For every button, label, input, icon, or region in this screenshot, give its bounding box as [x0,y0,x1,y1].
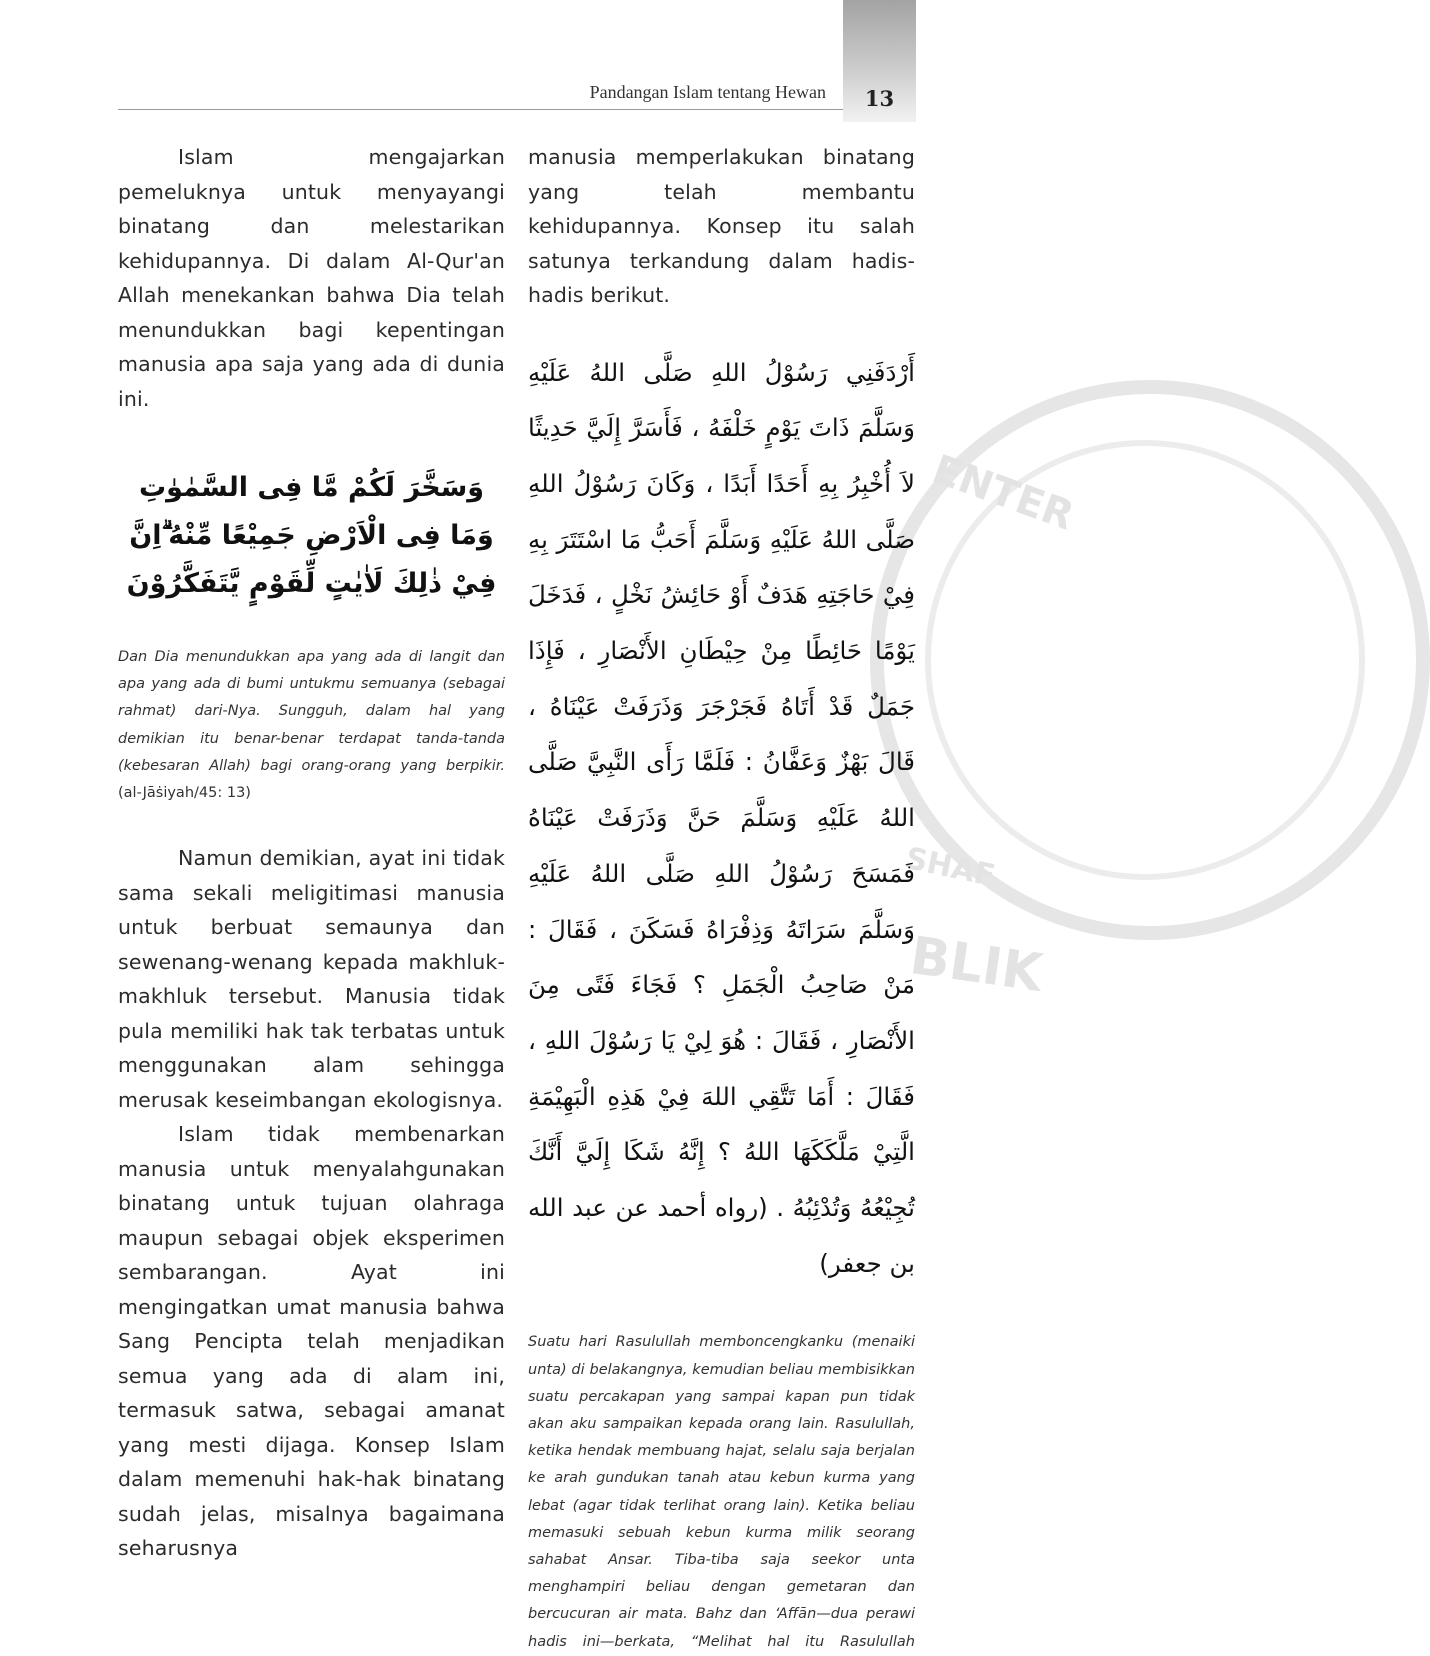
paragraph-2: Namun demikian, ayat ini tidak sama sekali meligitimasi manusia untuk berbuat semaunya dan sewenang-wenang kepada makhluk-makhluk tersebut. Manusia tidak pula memiliki hak tak terbatas untuk menggunakan alam sehingga merusak keseimbangan ekologisnya. [118,846,505,1112]
watermark-text-mid: SHAF [902,840,999,895]
watermark-text-top: ENTER [926,446,1080,540]
left-column [118,140,505,1566]
right-column [528,140,915,1656]
watermark-text-bottom: BLIK [906,926,1046,1004]
verse-citation: (al-Jāṡiyah/45: 13) [118,785,251,802]
spacer [118,807,505,841]
hadith-translation: Suatu hari Rasulullah memboncengkanku (menaiki unta) di belakangnya, kemudian beliau membisikkan suatu percakapan yang sampai kapan pun tidak akan aku sampaikan kepada orang lain. Rasulullah, ketika hendak membuang hajat, selalu saja berjalan ke arah gundukan tanah atau kebun kurma yang lebat (agar tidak terlihat orang lain). Ketika beliau memasuki sebuah kebun kurma milik seorang sahabat Ansar. Tiba-tiba saja seekor unta menghampiri beliau dengan gemetaran dan bercucuran air mata. Bahz dan ‘Affān—dua perawi hadis ini—berkata, “Melihat hal itu Rasulullah [528,1334,915,1650]
verse-translation: Dan Dia menundukkan apa yang ada di langit dan apa yang ada di bumi untukmu semuanya (sebagai rahmat) dari-Nya. Sungguh, dalam hal yang demikian itu benar-benar terdapat tanda-tanda (kebesaran Allah) bagi orang-orang yang berpikir. [118,649,505,774]
hadith-arabic: أَرْدَفَنِي رَسُوْلُ اللهِ صَلَّى اللهُ عَلَيْهِ وَسَلَّمَ ذَاتَ يَوْمٍ خَلْفَهُ ، فَأَسَرَّ إِلَيَّ حَدِيثًا لاَ أُخْبِرُ بِهِ أَحَدًا أَبَدًا ، وَكَانَ رَسُوْلُ اللهِ صَلَّى اللهُ عَلَيْهِ وَسَلَّمَ أَحَبُّ مَا اسْتَتَرَ بِهِ فِيْ حَاجَتِهِ هَدَفٌ أَوْ حَائِشُ نَخْلٍ ، فَدَخَلَ يَوْمًا حَائِطًا مِنْ حِيْطَانِ الأَنْصَارِ ، فَإِذَا جَمَلٌ قَدْ أَتَاهُ فَجَرْجَرَ وَذَرَفَتْ عَيْنَاهُ ، قَالَ بَهْزٌ وَعَفَّانُ : فَلَمَّا رَأَى النَّبِيَّ صَلَّى اللهُ عَلَيْهِ وَسَلَّمَ حَنَّ وَذَرَفَتْ عَيْنَاهُ فَمَسَحَ رَسُوْلُ اللهِ صَلَّى اللهُ عَلَيْهِ وَسَلَّمَ سَرَاتَهُ وَذِفْرَاهُ فَسَكَنَ ، فَقَالَ : مَنْ صَاحِبُ الْجَمَلِ ؟ فَجَاءَ فَتًى مِنَ الأَنْصَارِ ، فَقَالَ : هُوَ لِيْ يَا رَسُوْلَ اللهِ ، فَقَالَ : أَمَا تَتَّقِي اللهَ فِيْ هَذِهِ الْبَهِيْمَةِ الَّتِيْ مَلَّكَكَهَا اللهُ ؟ إِنَّهُ شَكَا إِلَيَّ أَنَّكَ تُجِيْعُهُ وَتُدْئِبُهُ . (رواه أحمد عن عبد الله بن جعفر) [528,357,915,1278]
continuation-paragraph: manusia memperlakukan binatang yang telah membantu kehidupannya. Konsep itu salah satunya terkandung dalam hadis-hadis berikut. [528,145,915,307]
running-head: Pandangan Islam tentang Hewan [589,82,826,102]
paragraph-3: Islam tidak membenarkan manusia untuk menyalahgunakan binatang untuk tujuan olahraga maupun sebagai objek eksperimen sembarangan. Ayat ini mengingatkan umat manusia bahwa Sang Pencipta telah menjadikan semua yang ada di alam ini, termasuk satwa, sebagai amanat yang mesti dijaga. Konsep Islam dalam memenuhi hak-hak binatang sudah jelas, misalnya bagaimana seharusnya [118,1122,505,1561]
quran-verse: وَسَخَّرَ لَكُمْ مَّا فِى السَّمٰوٰتِ وَمَا فِى الْاَرْضِ جَمِيْعًا مِّنْهُ ۗاِنَّ فِيْ ذٰلِكَ لَاٰيٰتٍ لِّقَوْمٍ يَّتَفَكَّرُوْنَ [126,472,497,599]
intro-paragraph: Islam mengajarkan pemeluknya untuk menyayangi binatang dan melestarikan kehidupannya. Di dalam Al-Qur'an Allah menekankan bahwa Dia telah menundukkan bagi kepentingan manusia apa saja yang ada di dunia ini. [118,145,505,411]
page-number: 13 [864,86,895,111]
header-rule [118,109,843,110]
